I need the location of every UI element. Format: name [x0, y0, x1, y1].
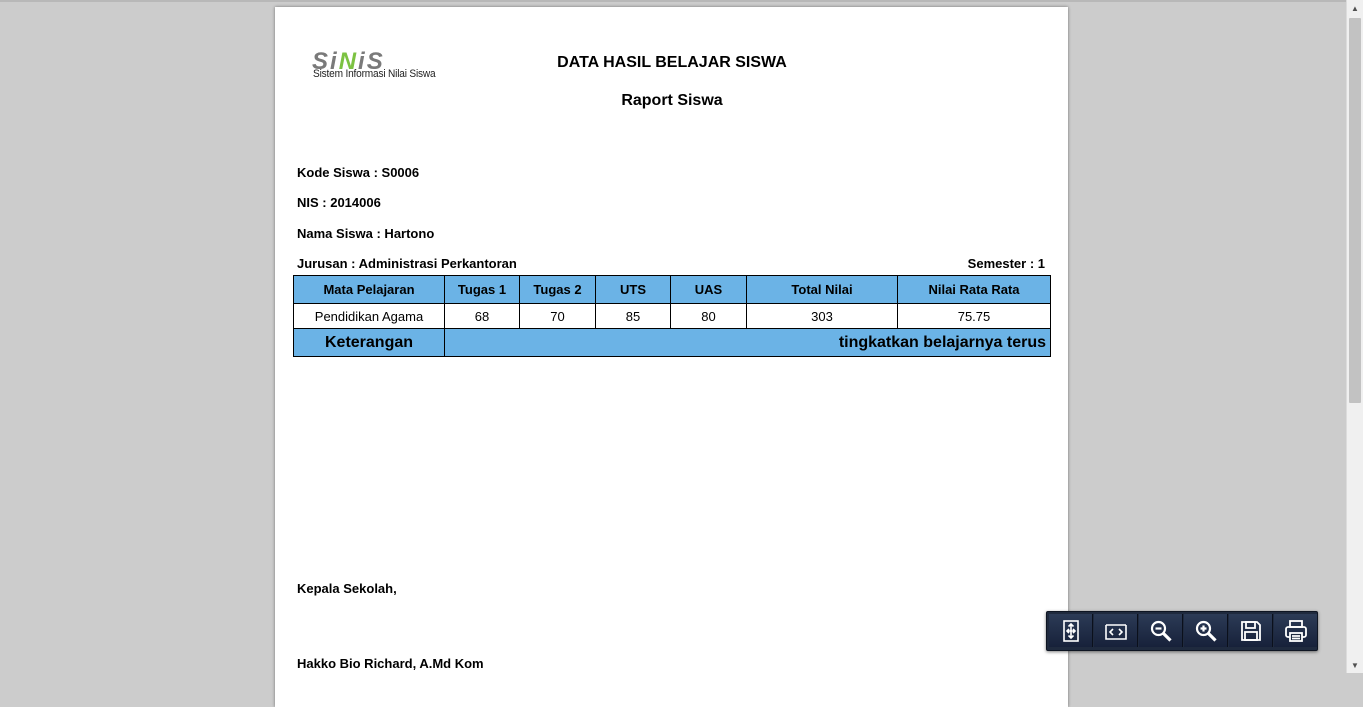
table-row	[294, 304, 1051, 329]
cell-task1: 68	[445, 304, 520, 329]
fit-width-button[interactable]	[1094, 614, 1138, 647]
cell-uts: 85	[596, 304, 671, 329]
vertical-scrollbar[interactable]	[1346, 0, 1363, 673]
student-semester: Semester : 1	[967, 256, 1045, 271]
cell-subject: Pendidikan Agama	[294, 304, 445, 329]
cell-task2: 70	[520, 304, 596, 329]
print-button[interactable]	[1274, 614, 1317, 647]
remarks-row	[294, 329, 1051, 357]
student-major: Jurusan : Administrasi Perkantoran	[297, 256, 517, 271]
fit-width-icon	[1104, 619, 1128, 643]
zoom-in-icon	[1194, 619, 1218, 643]
student-code: Kode Siswa : S0006	[297, 165, 420, 180]
student-nis: NIS : 2014006	[297, 195, 381, 210]
report-subtitle: Raport Siswa	[621, 92, 723, 109]
svg-text:SiNiS: SiNiS	[312, 49, 385, 73]
cell-uas: 80	[671, 304, 747, 329]
signature-name: Hakko Bio Richard, A.Md Kom	[297, 656, 484, 671]
header-total: Total Nilai	[747, 276, 898, 304]
grades-table	[293, 275, 1051, 357]
report-page	[275, 7, 1068, 707]
report-title: DATA HASIL BELAJAR SISWA	[557, 54, 787, 71]
logo-subtitle: Sistem Informasi Nilai Siswa	[313, 68, 436, 80]
header-uas: UAS	[671, 276, 747, 304]
cell-total: 303	[747, 304, 898, 329]
student-name: Nama Siswa : Hartono	[297, 226, 435, 241]
table-header-row	[294, 276, 1051, 304]
fit-page-button[interactable]	[1049, 614, 1093, 647]
save-icon	[1239, 619, 1263, 643]
zoom-out-icon	[1149, 619, 1173, 643]
remarks-label: Keterangan	[294, 329, 445, 357]
fit-page-icon	[1059, 619, 1083, 643]
header-subject: Mata Pelajaran	[294, 276, 445, 304]
zoom-in-button[interactable]	[1184, 614, 1228, 647]
header-uts: UTS	[596, 276, 671, 304]
print-icon	[1284, 619, 1308, 643]
remarks-text: tingkatkan belajarnya terus	[445, 329, 1051, 357]
save-button[interactable]	[1229, 614, 1273, 647]
header-task2: Tugas 2	[520, 276, 596, 304]
scroll-down-icon[interactable]: ▼	[1351, 660, 1359, 670]
zoom-out-button[interactable]	[1139, 614, 1183, 647]
scrollbar-thumb[interactable]	[1349, 18, 1361, 403]
header-task1: Tugas 1	[445, 276, 520, 304]
scroll-up-icon[interactable]: ▲	[1351, 3, 1359, 13]
signature-label: Kepala Sekolah,	[297, 581, 397, 596]
header-average: Nilai Rata Rata	[898, 276, 1051, 304]
cell-average: 75.75	[898, 304, 1051, 329]
viewer-toolbar	[1046, 611, 1318, 651]
sinis-logo	[312, 49, 452, 85]
